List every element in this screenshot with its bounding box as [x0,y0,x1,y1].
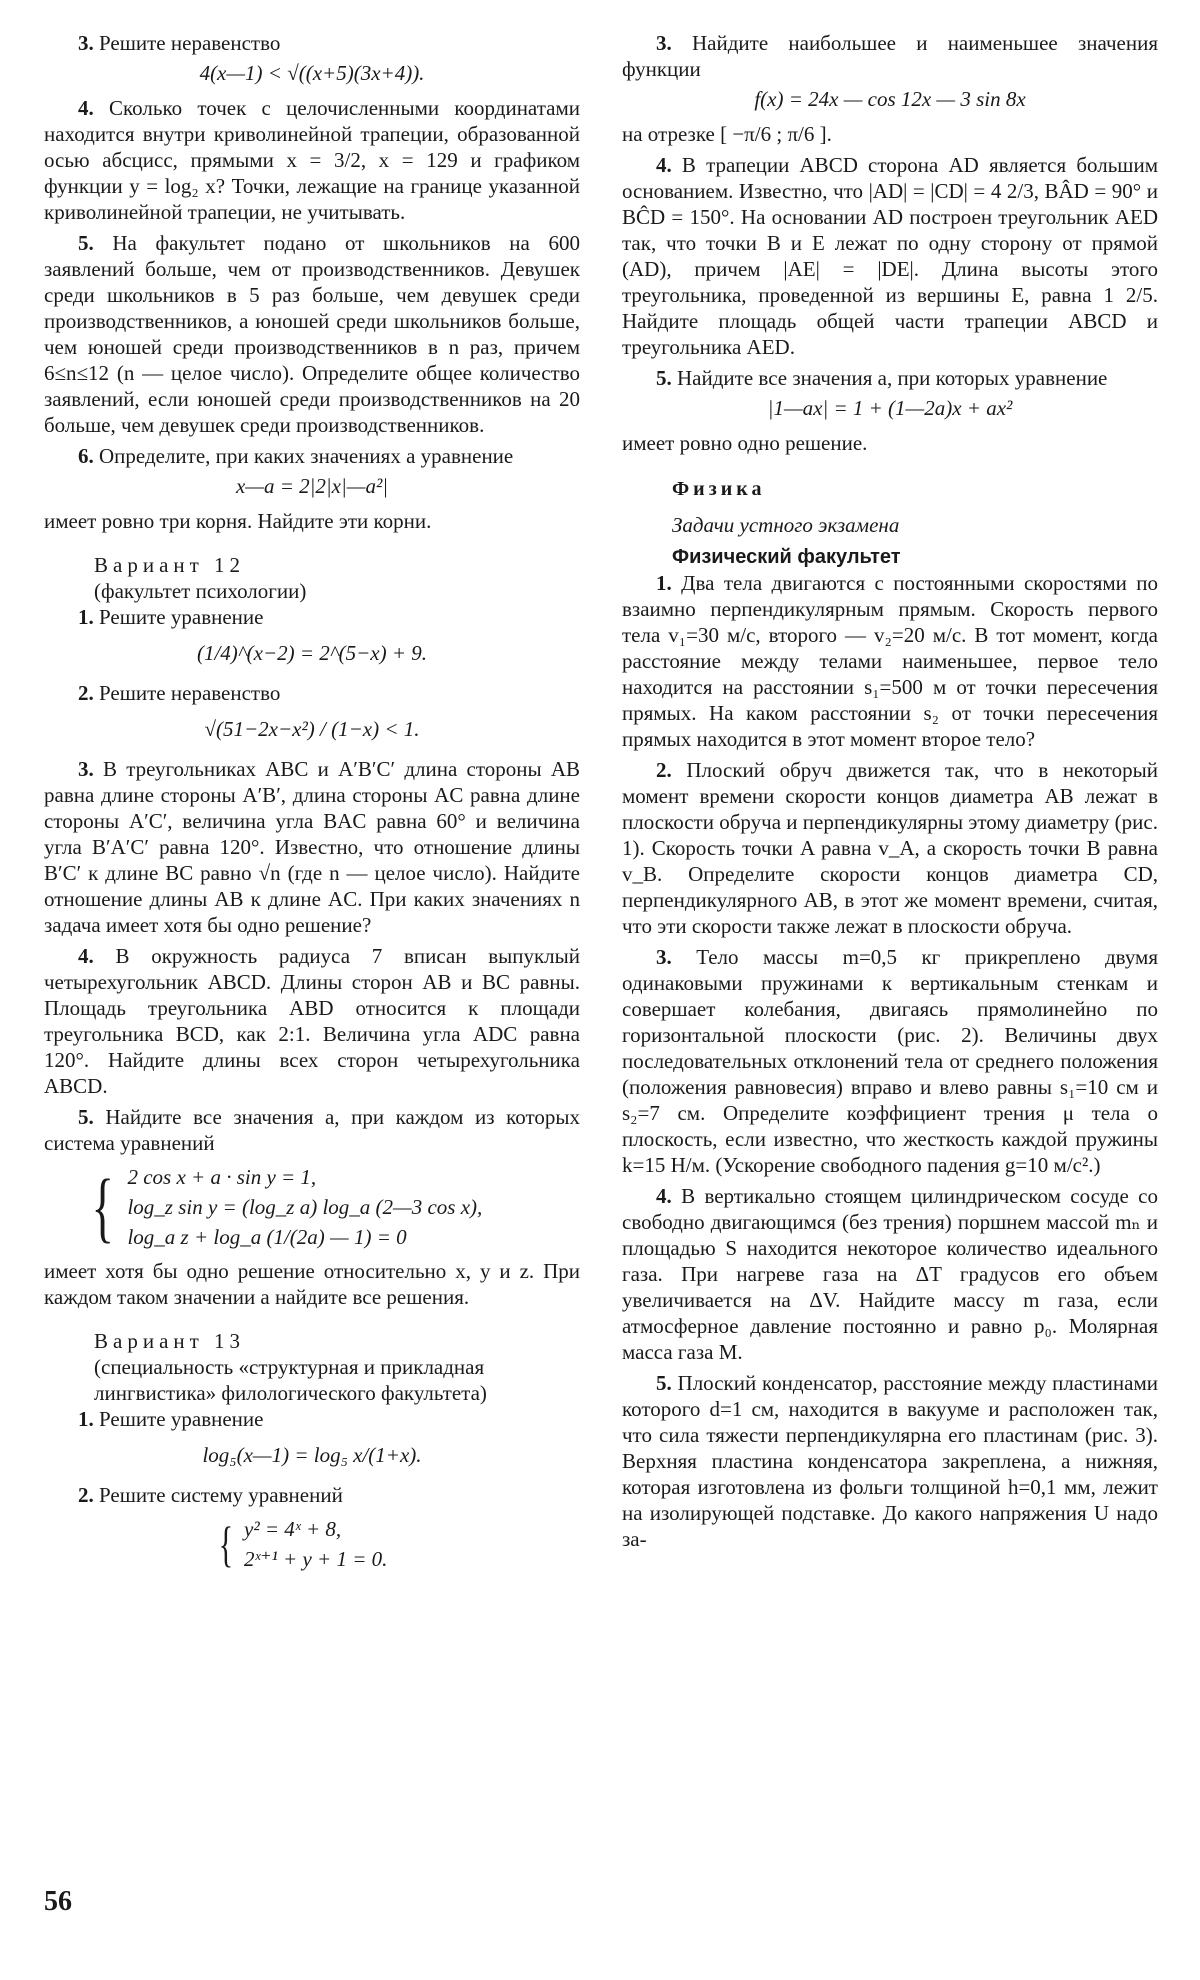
problem-5-tail: имеет ровно одно решение. [622,431,868,455]
v13-problem-1: 1. Решите уравнение [78,1407,264,1431]
system-line: y² = 4ˣ + 8, [244,1517,342,1541]
equation-system [214,1514,580,1574]
physics-problem-4: 4. В вертикально стоящем цилиндрическом сосуде со свободно двигающимся (без трения) поршнем массой mₙ и площадью S находится некоторое количество идеального газа. При нагреве газа на ΔT градусов его объем увеличивается на ΔV. Найдите массу m газа, если атмосферное давление постоянно и равно p₀. Молярная масса газа M. [622,1184,1159,1364]
system-line: log_z sin y = (log_z a) log_a (2—3 cos x), [127,1195,483,1219]
variant-title: Вариант 13 [94,1329,246,1353]
formula: x—a = 2|2|x|—a²| [235,474,389,498]
problem-6: 6. Определите, при каких значениях a уравнение [78,444,514,468]
equation-system [84,1162,580,1252]
v13-problem-2: 2. Решите систему уравнений [78,1483,343,1507]
formula: (1/4)^(x−2) = 2^(5−x) + 9. [196,641,428,665]
section-subtitle: Задачи устного экзамена [672,513,900,537]
left-column [44,30,580,1580]
system-line: 2 cos x + a · sin y = 1, [127,1165,317,1189]
v12-problem-4: 4. В окружность радиуса 7 вписан выпуклый четырехугольник ABCD. Длины сторон AB и BC равны. Площадь треугольника ABD относится к площади треугольника BCD, как 2:1. Величина угла ADC равна 120°. Найдите длины всех сторон четырехугольника ABCD. [44,944,581,1098]
section-title: Физика [672,478,766,500]
variant-note: (специальность «структурная и прикладная лингвистика» филологического факультета) [94,1355,487,1405]
problem-4: 4. Сколько точек с целочисленными координатами находится внутри криволинейной трапеции, образованной осью абсцисс, прямыми x = 3/2, x = 129 и графиком функции y = log₂ x? Точки, лежащие на границе указанной криволинейной трапеции, не учитывать. [44,96,580,224]
system-line: 2ˣ⁺¹ + y + 1 = 0. [244,1547,388,1571]
faculty-heading: Физический факультет [672,546,901,568]
physics-problem-2: 2. Плоский обруч движется так, что в некоторый момент времени скорости концов диаметра AB лежат в плоскости обруча и перпендикулярны этому диаметру (рис. 1). Скорость точки A равна v_A, а скорость точки B равна v_B. Определите скорости концов диаметра CD, перпендикулярного AB, в этот же момент времени, считая, что эти скорости также лежат в плоскости обруча. [622,758,1158,938]
problem-4: 4. В трапеции ABCD сторона AD является большим основанием. Известно, что |AD| = |CD| = 4 2/3, BÂD = 90° и BĈD = 150°. На основании AD построен треугольник AED так, что точки B и E лежат по одну сторону от прямой (AD), причем |AE| = |DE|. Длина высоты этого треугольника, проведенной из вершины E, равна 1 2/5. Найдите площадь общей части трапеции ABCD и треугольника AED. [622,153,1158,359]
physics-problem-1: 1. Два тела двигаются с постоянными скоростями по взаимно перпендикулярным прямым. Скорость первого тела v₁=30 м/с, второго — v₂=20 м/с. В тот момент, когда расстояние между телами наименьшее, первое тело находится на расстоянии s₁=500 м от точки пересечения прямых. На каком расстоянии s₂ от точки пересечения прямых находится в этот момент второе тело? [622,571,1159,751]
physics-problem-5: 5. Плоский конденсатор, расстояние между пластинами которого d=1 см, находится в вакууме и расположен так, что сила тяжести перпендикулярна его пластинам (рис. 3). Верхняя пластина конденсатора закреплена, а нижняя, которая изготовлена из фольги толщиной h=0,1 мм, лежит на изолирующей подставке. До какого напряжения U надо за- [622,1371,1158,1551]
variant-note: (факультет психологии) [94,579,307,603]
formula: |1—ax| = 1 + (1—2a)x + ax² [767,396,1013,420]
v12-problem-3: 3. В треугольниках ABC и A′B′C′ длина стороны AB равна длине стороны A′B′, длина стороны AC равна длине стороны A′C′, величина угла BAC равна 60° и величина угла B′A′C′ равна 120°. Известно, что отношение длины B′C′ к длине BC равно √n (где n — целое число). Найдите отношение длины AB к длине AC. При каких значениях n задача имеет хотя бы одно решение? [44,757,580,937]
variant-title: Вариант 12 [94,553,246,577]
formula: √(51−2x−x²) / (1−x) < 1. [204,717,420,741]
formula: log₅(x—1) = log₅ x/(1+x). [202,1443,422,1467]
v12-problem-2: 2. Решите неравенство [78,681,281,705]
problem-5: 5. Найдите все значения a, при которых уравнение [656,366,1108,390]
v12-problem-1: 1. Решите уравнение [78,605,264,629]
formula: 4(x—1) < √((x+5)(3x+4)). [199,61,425,85]
problem-6-tail: имеет ровно три корня. Найдите эти корни. [44,509,432,533]
right-column [622,30,1158,1552]
problem-3: 3. Решите неравенство [78,31,281,55]
page-number: 56 [44,1886,72,1917]
system-line: log_a z + log_a (1/(2a) — 1) = 0 [127,1225,407,1249]
v12-problem-5: 5. Найдите все значения a, при каждом из которых система уравнений [44,1105,581,1155]
v12-problem-5-tail: имеет хотя бы одно решение относительно x, y и z. При каждом таком значении a найдите все решения. [44,1259,580,1309]
problem-3: 3. Найдите наибольшее и наименьшее значения функции [622,31,1158,81]
physics-problem-3: 3. Тело массы m=0,5 кг прикреплено двумя одинаковыми пружинами к вертикальным стенкам и совершает колебания, двигаясь прямолинейно по горизонтальной плоскости (рис. 2). Величины двух последовательных отклонений тела от среднего положения (положения равновесия) вправо и влево равны s₁=10 см и s₂=7 см. Определите коэффициент трения μ тела о плоскость, если известно, что жесткость каждой пружины k=15 Н/м. (Ускорение свободного падения g=10 м/с².) [622,945,1158,1177]
formula: f(x) = 24x — cos 12x — 3 sin 8x [754,87,1026,111]
brace: { [218,1516,234,1572]
system-lines [244,1514,387,1574]
problem-5: 5. На факультет подано от школьников на 600 заявлений больше, чем от производственников. Девушек среди школьников в 5 раз больше, чем девушек среди производственников, а юношей среди школьников больше, чем юношей среди производственников в n раз, причем 6≤n≤12 (n — целое число). Определите общее количество заявлений, если юношей среди производственников на 20 больше, чем девушек среди производственников. [44,231,581,437]
brace: { [91,1163,114,1250]
problem-3-tail: на отрезке [ −π/6 ; π/6 ]. [622,122,832,146]
system-lines [127,1162,482,1252]
